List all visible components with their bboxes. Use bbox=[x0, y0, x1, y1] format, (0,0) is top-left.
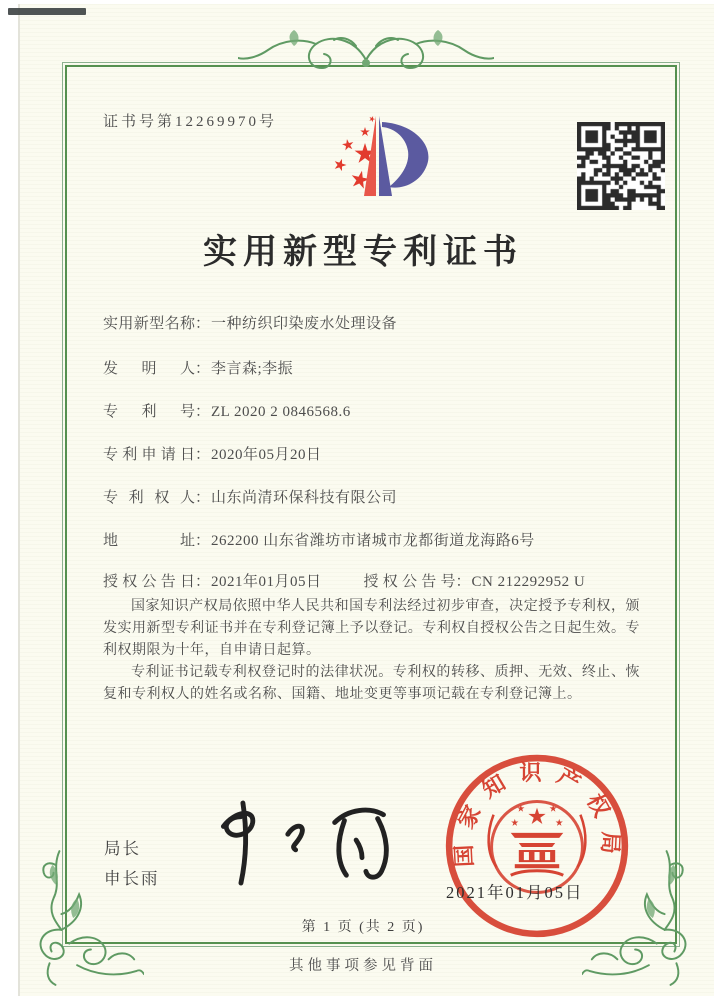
field-value: ZL 2020 2 0846568.6 bbox=[211, 404, 351, 420]
field-colon: ： bbox=[195, 447, 211, 463]
field-label: 专利号 bbox=[103, 404, 195, 420]
field-label: 发明人 bbox=[103, 361, 195, 377]
field-row-inventor bbox=[103, 357, 293, 378]
field-colon: ： bbox=[195, 361, 211, 377]
field-label: 专利申请日 bbox=[103, 447, 195, 463]
field-colon: ： bbox=[195, 574, 211, 590]
field-colon: ： bbox=[195, 316, 211, 332]
field-label: 专利权人 bbox=[103, 490, 195, 506]
page-number: 第 1 页 (共 2 页) bbox=[301, 920, 425, 935]
commissioner-title: 局长 bbox=[104, 839, 141, 858]
grant-number-label: 授权公告号 bbox=[363, 574, 456, 590]
field-label: 实用新型名称 bbox=[103, 316, 195, 332]
field-row-name bbox=[103, 312, 397, 333]
commissioner-signature bbox=[198, 796, 403, 891]
field-value: 山东尚清环保科技有限公司 bbox=[211, 490, 398, 506]
commissioner-name: 申长雨 bbox=[104, 869, 160, 888]
field-value: 一种纺织印染废水处理设备 bbox=[211, 316, 398, 332]
seal-date: 2021年01月05日 bbox=[446, 883, 584, 902]
field-colon: ： bbox=[455, 574, 471, 590]
field-row-address bbox=[103, 529, 535, 550]
legal-text bbox=[103, 596, 640, 706]
legal-paragraph-1: 国家知识产权局依照中华人民共和国专利法经过初步审查，决定授予专利权，颁发实用新型专利证书并在专利登记簿上予以登记。专利权自授权公告之日起生效。专利权期限为十年，自申请日起算。 bbox=[103, 599, 640, 658]
seal-text: 国家知识产权局 bbox=[450, 760, 624, 868]
legal-paragraph-2: 专利证书记载专利权登记时的法律状况。专利权的转移、质押、无效、终止、恢复和专利权人的姓名或名称、国籍、地址变更等事项记载在专利登记簿上。 bbox=[103, 665, 640, 702]
field-colon: ： bbox=[195, 404, 211, 420]
cnipa-logo-icon bbox=[315, 102, 455, 207]
field-row-patent-number bbox=[103, 400, 351, 421]
back-note: 其他事项参见背面 bbox=[289, 958, 437, 974]
grant-date-label: 授权公告日 bbox=[103, 574, 195, 590]
field-value: 李言森;李振 bbox=[211, 361, 294, 377]
field-colon: ： bbox=[195, 533, 211, 549]
qr-code bbox=[577, 122, 665, 210]
grant-number-value: CN 212292952 U bbox=[471, 574, 586, 590]
field-row-filing-date bbox=[103, 443, 322, 464]
certificate-title: 实用新型专利证书 bbox=[203, 234, 523, 271]
field-colon: ： bbox=[195, 490, 211, 506]
field-value: 262200 山东省潍坊市诸城市龙都街道龙海路6号 bbox=[211, 533, 535, 549]
grant-date-value: 2021年01月05日 bbox=[211, 574, 322, 590]
field-label: 地址 bbox=[103, 533, 195, 549]
field-row-patentee bbox=[103, 486, 397, 507]
certificate-number: 证书号第12269970号 bbox=[103, 114, 278, 130]
commissioner-block bbox=[104, 834, 160, 894]
field-row-grant bbox=[103, 570, 585, 591]
field-value: 2020年05月20日 bbox=[211, 447, 322, 463]
